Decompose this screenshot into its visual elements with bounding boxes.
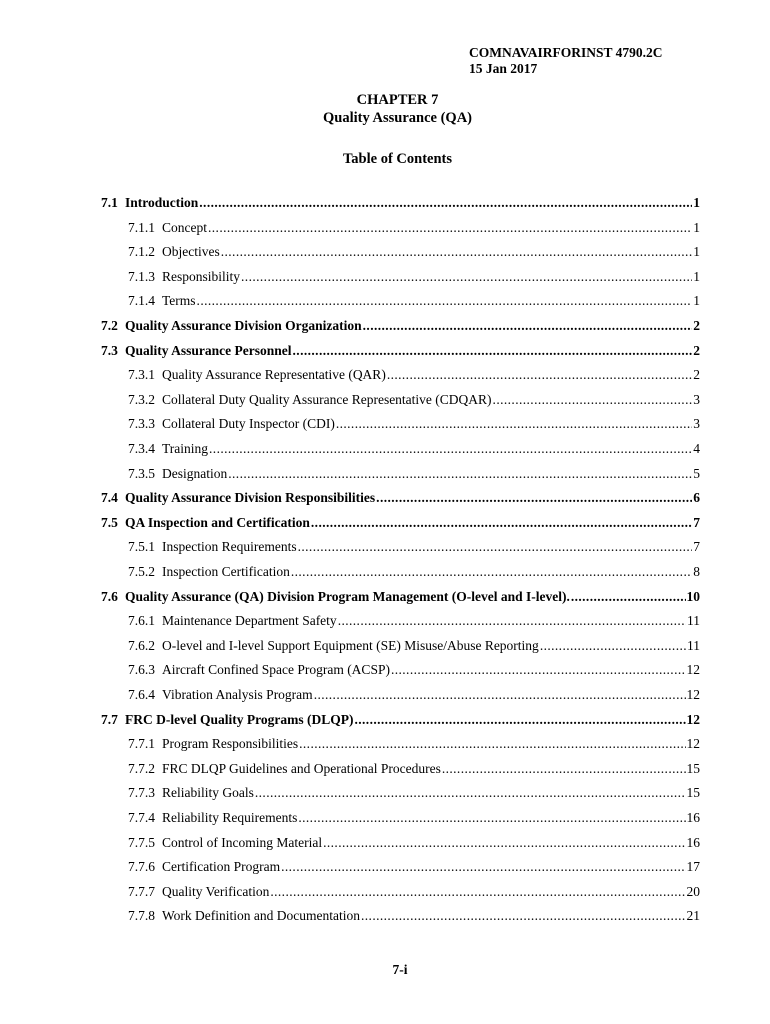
toc-section-entry[interactable]: [101, 589, 700, 605]
toc-entry-page: 7: [693, 539, 700, 555]
toc-entry-page: 3: [693, 391, 700, 407]
toc-entry-number: 7.7.3: [128, 785, 155, 801]
dot-leader: [228, 466, 692, 482]
toc-subsection-entry[interactable]: [128, 244, 700, 260]
toc-entry-number: 7.1.2: [128, 244, 155, 260]
toc-entry-title: Inspection Certification: [162, 564, 290, 579]
dot-leader: [311, 515, 692, 531]
toc-entry-title: FRC DLQP Guidelines and Operational Procedures: [162, 760, 441, 776]
dot-leader: [540, 638, 686, 654]
toc-entry-number: 7.6.3: [128, 662, 155, 678]
toc-subsection-entry[interactable]: [128, 367, 700, 383]
toc-entry-title: Training: [162, 441, 209, 456]
toc-entry-page: 4: [693, 441, 700, 456]
toc-entry-page: 1: [693, 219, 700, 235]
toc-entry-page: 20: [686, 883, 700, 899]
doc-date: 15 Jan 2017: [469, 61, 538, 76]
toc-subsection-entry[interactable]: [128, 293, 700, 309]
toc-entry-page: 11: [687, 637, 700, 653]
toc-entry-number: 7.2: [101, 318, 118, 333]
toc-entry-title: Maintenance Department Safety: [162, 613, 337, 629]
toc-entry-page: 12: [686, 662, 700, 678]
dot-leader: [323, 835, 685, 851]
toc-entry-number: 7.6.4: [128, 687, 155, 702]
dot-leader: [336, 416, 692, 432]
toc-entry-page: 15: [686, 760, 700, 776]
dot-leader: [281, 859, 685, 875]
doc-id: COMNAVAIRFORINST 4790.2C: [469, 45, 663, 60]
toc-entry-title: Quality Assurance Personnel: [125, 342, 292, 358]
toc-entry-number: 7.7.7: [128, 883, 155, 899]
toc-entry-title: Certification Program: [162, 859, 281, 875]
toc-subsection-entry[interactable]: [128, 613, 700, 629]
toc-entry-title: Concept: [162, 219, 207, 235]
toc-entry-title: Collateral Duty Quality Assurance Representative (CDQAR): [162, 391, 492, 407]
toc-entry-page: 1: [693, 268, 700, 284]
toc-entry-page: 16: [686, 834, 700, 850]
toc-entry-title: Reliability Requirements: [162, 810, 298, 825]
toc-entry-title: FRC D-level Quality Programs (DLQP): [125, 711, 354, 727]
toc-entry-title: Introduction: [125, 195, 199, 210]
toc-subsection-entry[interactable]: [128, 466, 700, 482]
toc-entry-number: 7.5.2: [128, 564, 155, 579]
toc-section-entry[interactable]: [101, 343, 700, 359]
toc-entry-title: Control of Incoming Material: [162, 834, 323, 850]
toc-entry-page: 15: [686, 785, 700, 801]
toc-entry-number: 7.3.5: [128, 465, 155, 481]
toc-title: Table of Contents: [342, 151, 453, 167]
toc-entry-page: 1: [693, 244, 700, 260]
page-number: 7-i: [392, 962, 408, 977]
toc-subsection-entry[interactable]: [128, 416, 700, 432]
toc-entry-title: Inspection Requirements: [162, 539, 297, 555]
toc-entry-title: Quality Verification: [162, 883, 270, 899]
dot-leader: [299, 736, 685, 752]
toc-entry-number: 7.3.1: [128, 367, 155, 383]
toc-entry-number: 7.6: [101, 588, 118, 604]
toc-subsection-entry[interactable]: [128, 662, 700, 678]
toc-entry-title: Collateral Duty Inspector (CDI): [162, 416, 335, 432]
toc-entry-number: 7.6.2: [128, 637, 155, 653]
toc-subsection-entry[interactable]: [128, 835, 700, 851]
toc-entry-title: Quality Assurance Division Responsibilities: [125, 490, 376, 506]
dot-leader: [221, 244, 693, 260]
toc-entry-page: 2: [693, 367, 700, 383]
toc-entry-number: 7.6.1: [128, 613, 155, 629]
toc-entry-title: QA Inspection and Certification: [125, 514, 310, 530]
toc-subsection-entry[interactable]: [128, 269, 700, 285]
toc-section-entry[interactable]: [101, 712, 700, 728]
dot-leader: [209, 441, 692, 457]
toc-entry-title: Responsibility: [162, 268, 241, 284]
toc-entry-number: 7.7.6: [128, 859, 155, 875]
dot-leader: [241, 269, 692, 285]
toc-entry-number: 7.1.3: [128, 268, 155, 284]
dot-leader: [208, 220, 692, 236]
toc-entry-title: Quality Assurance Representative (QAR): [162, 367, 386, 383]
toc-subsection-entry[interactable]: [128, 884, 700, 900]
toc-subsection-entry[interactable]: [128, 564, 700, 580]
toc-entry-page: 2: [693, 318, 700, 333]
toc-entry-number: 7.7.4: [128, 810, 155, 825]
toc-subsection-entry[interactable]: [128, 785, 700, 801]
toc-section-entry[interactable]: [101, 515, 700, 531]
chapter-number: CHAPTER 7: [356, 92, 439, 108]
dot-leader: [298, 539, 693, 555]
toc-entry-title: Terms: [162, 293, 196, 309]
toc-entry-title: Quality Assurance Division Organization: [125, 318, 362, 333]
toc-entry-title: Objectives: [162, 244, 220, 260]
dot-leader: [376, 490, 692, 506]
toc-entry-page: 2: [693, 342, 700, 358]
toc-section-entry[interactable]: [101, 195, 700, 211]
dot-leader: [293, 343, 693, 359]
toc-entry-number: 7.3.3: [128, 416, 155, 432]
toc-entry-number: 7.7.2: [128, 760, 155, 776]
toc-entry-title: Work Definition and Documentation: [162, 908, 360, 924]
toc-subsection-entry[interactable]: [128, 761, 700, 777]
toc-entry-title: Aircraft Confined Space Program (ACSP): [162, 662, 390, 678]
dot-leader: [314, 687, 686, 703]
toc-subsection-entry[interactable]: [128, 687, 700, 703]
toc-entry-title: Vibration Analysis Program: [162, 687, 313, 702]
toc-entry-title: Reliability Goals: [162, 785, 254, 801]
toc-subsection-entry[interactable]: [128, 220, 700, 236]
toc-subsection-entry[interactable]: [128, 392, 700, 408]
toc-entry-number: 7.3: [101, 342, 118, 358]
toc-entry-number: 7.4: [101, 490, 118, 506]
toc-entry-page: 10: [686, 588, 700, 604]
dot-leader: [354, 712, 685, 728]
toc-entry-page: 6: [693, 490, 700, 506]
dot-leader: [298, 810, 685, 826]
toc-entry-number: 7.7.5: [128, 834, 155, 850]
toc-entry-page: 12: [686, 687, 700, 702]
toc-entry-page: 12: [686, 711, 700, 727]
toc-subsection-entry[interactable]: [128, 539, 700, 555]
dot-leader: [493, 392, 693, 408]
dot-leader: [197, 293, 693, 309]
toc-entry-title: Program Responsibilities: [162, 736, 299, 752]
dot-leader: [442, 761, 686, 777]
toc-subsection-entry[interactable]: [128, 441, 700, 457]
toc-entry-page: 17: [686, 859, 700, 875]
dot-leader: [199, 195, 692, 211]
toc-entry-page: 21: [686, 908, 700, 924]
dot-leader: [270, 884, 685, 900]
toc-entry-page: 11: [687, 613, 700, 629]
toc-entry-page: 1: [693, 293, 700, 309]
dot-leader: [361, 908, 686, 924]
toc-subsection-entry[interactable]: [128, 736, 700, 752]
dot-leader: [255, 785, 686, 801]
toc-entry-page: 7: [693, 514, 700, 530]
toc-subsection-entry[interactable]: [128, 638, 700, 654]
toc-entry-number: 7.1.1: [128, 219, 155, 235]
toc-entry-title: O-level and I-level Support Equipment (SE) Misuse/Abuse Reporting: [162, 637, 539, 653]
document-header: [469, 45, 663, 77]
toc-subsection-entry[interactable]: [128, 810, 700, 826]
toc-section-entry[interactable]: [101, 318, 700, 334]
chapter-title: Quality Assurance (QA): [322, 110, 473, 126]
toc-subsection-entry[interactable]: [128, 859, 700, 875]
toc-entry-page: 5: [693, 465, 700, 481]
toc-entry-number: 7.7.1: [128, 736, 155, 752]
toc-entry-number: 7.7.8: [128, 908, 155, 924]
toc-entry-number: 7.7: [101, 711, 118, 727]
toc-entry-title: Quality Assurance (QA) Division Program Management (O-level and I-level).: [125, 588, 570, 604]
toc-entry-number: 7.3.4: [128, 441, 155, 456]
toc-entry-title: Designation: [162, 465, 228, 481]
toc-entry-page: 16: [686, 810, 700, 825]
toc-entry-number: 7.5.1: [128, 539, 155, 555]
dot-leader: [387, 367, 692, 383]
dot-leader: [391, 662, 686, 678]
toc-entry-number: 7.3.2: [128, 391, 155, 407]
dot-leader: [338, 613, 686, 629]
toc-entry-page: 3: [693, 416, 700, 432]
toc-subsection-entry[interactable]: [128, 908, 700, 924]
toc-entry-page: 8: [693, 564, 700, 579]
toc-entry-number: 7.1: [101, 195, 118, 210]
dot-leader: [571, 589, 686, 605]
toc-entry-page: 12: [686, 736, 700, 752]
toc-entry-page: 1: [693, 195, 700, 210]
toc-entry-number: 7.1.4: [128, 293, 155, 309]
dot-leader: [363, 318, 693, 334]
dot-leader: [291, 564, 692, 580]
toc-entry-number: 7.5: [101, 514, 118, 530]
toc-section-entry[interactable]: [101, 490, 700, 506]
